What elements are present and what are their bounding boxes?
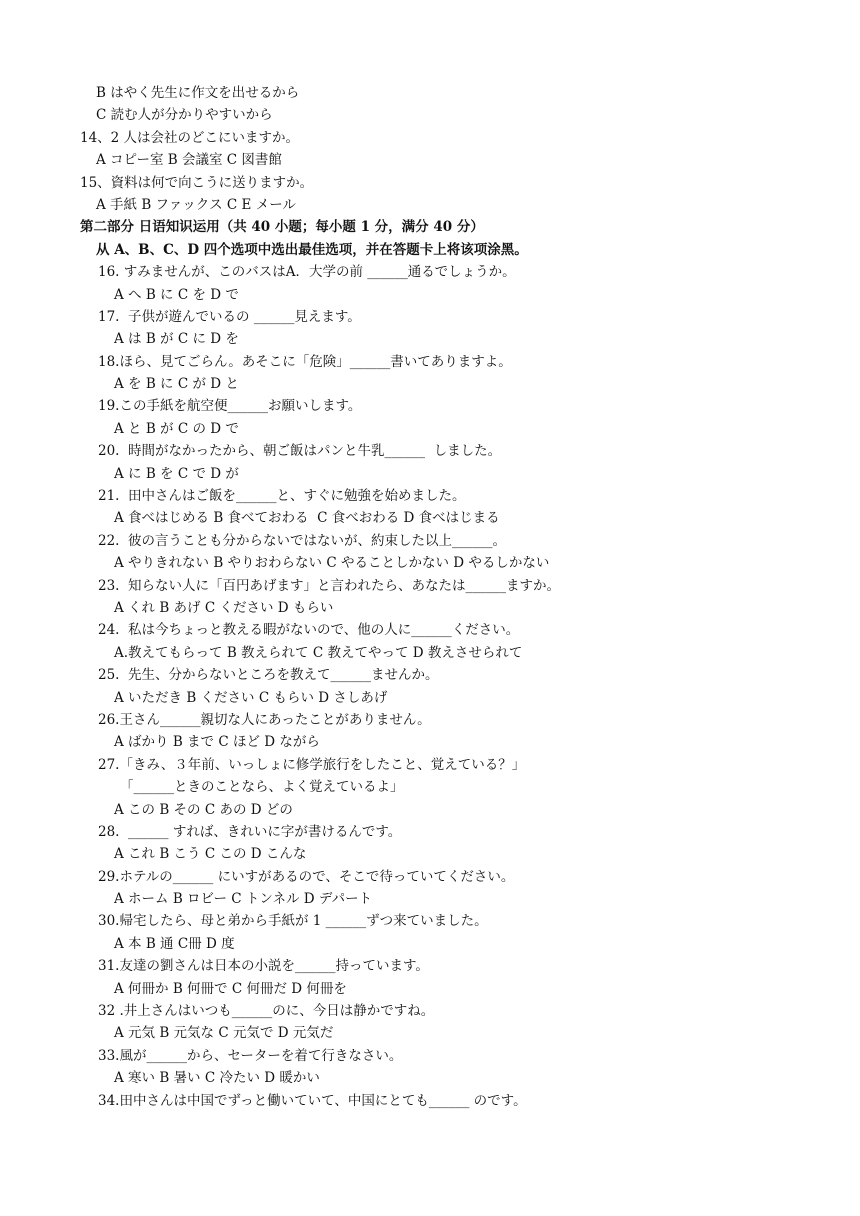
question-line: 24. 私は今ちょっと教える暇がないので、他の人に______ください。 <box>98 622 520 639</box>
option-line: A 食べはじめる B 食べておわる C 食べおわる D 食べはじまる <box>114 510 500 527</box>
option-line: A ばかり B まで C ほど D ながら <box>114 734 320 751</box>
question-line: 21. 田中さんはご飯を______と、すぐに勉強を始めました。 <box>98 488 466 505</box>
option-line: A に B を C で D が <box>114 465 239 482</box>
question-line: 18.ほら、見てごらん。あそこに「危険」______書いてありますよ。 <box>98 353 512 370</box>
question-line: 15、資料は何で向こうに送りますか。 <box>80 174 314 191</box>
option-line: A 何冊か B 何冊で C 何冊だ D 何冊を <box>114 980 347 997</box>
question-line: 19.この手紙を航空便______お願いします。 <box>98 398 362 415</box>
question-line: 31.友達の劉さんは日本の小説を______持っています。 <box>98 958 429 975</box>
question-line: 23. 知らない人に「百円あげます」と言われたら、あなたは______ますか。 <box>98 577 561 594</box>
question-line: 28. ______ すれば、きれいに字が書けるんです。 <box>98 823 402 840</box>
option-line: A 寒い B 暑い C 冷たい D 暖かい <box>114 1070 320 1087</box>
question-line: 20. 時間がなかったから、朝ご飯はパンと牛乳______ しました。 <box>98 443 502 460</box>
question-line: 30.帰宅したら、母と弟から手紙が 1 ______ずつ来ていました。 <box>98 913 488 930</box>
question-line: 32 .井上さんはいつも______のに、今日は静かですね。 <box>98 1003 435 1020</box>
option-line: B はやく先生に作文を出せるから <box>96 85 300 101</box>
question-line: 34.田中さんは中国でずっと働いていて、中国にとても______ のです。 <box>98 1092 527 1109</box>
question-line: 16. すみませんが、このバスはA．大学の前 ______通るでしょうか。 <box>98 264 516 281</box>
question-line: 27.「きみ、３年前、いっしょに修学旅行をしたこと、覚えている？」 <box>98 756 526 773</box>
option-line: A は B が C に D を <box>114 331 239 348</box>
exam-content <box>80 82 840 1112</box>
option-line: A へ B に C を D で <box>114 286 239 303</box>
option-line: A 元気 B 元気な C 元気で D 元気だ <box>114 1025 334 1042</box>
option-line: A これ B こう C この D こんな <box>114 846 307 863</box>
option-line: A 本 B 通 C冊 D 度 <box>114 935 235 952</box>
question-line: 22. 彼の言うことも分からないではないが、約束した以上______。 <box>98 532 507 549</box>
question-line: 14、2 人は会社のどこにいますか。 <box>80 129 300 146</box>
question-line: 33.風が______から、セーターを着て行きなさい。 <box>98 1047 403 1064</box>
option-line: A 手紙 B ファックス C E メール <box>96 196 296 213</box>
option-line: A やりきれない B やりおわらない C やることしかない D やるしかない <box>114 555 550 572</box>
option-line: A コピー室 B 会議室 C 図書館 <box>96 152 282 169</box>
question-line: 26.王さん______親切な人にあったことがありません。 <box>98 711 431 728</box>
section-heading: 第二部分 日语知识运用（共 40 小题；每小题 1 分，满分 40 分） <box>80 219 484 236</box>
option-line: A ホーム B ロビー C トンネル D デパート <box>114 891 373 908</box>
question-line: 17. 子供が遊んでいるの ______見えます。 <box>98 308 361 325</box>
question-continuation: 「______ときのことなら、よく覚えているよ」 <box>120 779 404 796</box>
option-line: A この B その C あの D どの <box>114 801 293 818</box>
question-line: 29.ホテルの______ にいすがあるので、そこで待っていてください。 <box>98 868 515 885</box>
option-line: A.教えてもらって B 教えられて C 教えてやって D 教えさせられて <box>114 644 523 661</box>
option-line: C 読む人が分かりやすいから <box>96 107 273 124</box>
option-line: A いただき B ください C もらい D さしあげ <box>114 689 388 706</box>
option-line: A と B が C の D で <box>114 420 239 437</box>
section-instructions: 从 A、B、C、D 四个选项中选出最佳选项，并在答题卡上将该项涂黑。 <box>96 241 528 258</box>
option-line: A を B に C が D と <box>114 376 239 393</box>
question-line: 25. 先生、分からないところを教えて______ませんか。 <box>98 667 439 684</box>
option-line: A くれ B あげ C ください D もらい <box>114 599 334 616</box>
